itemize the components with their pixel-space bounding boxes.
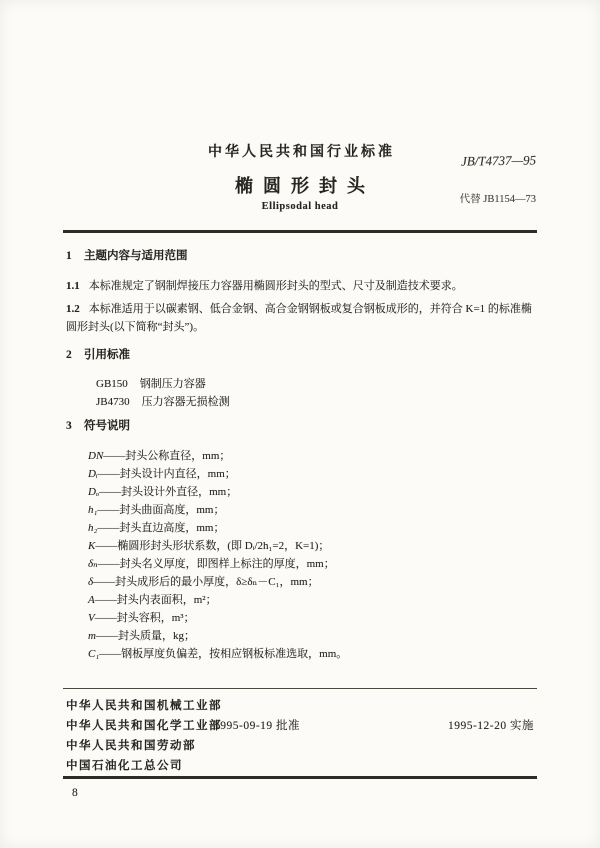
section-2-number: 2 (66, 349, 72, 361)
symbol-list (66, 447, 538, 663)
symbol-definition (66, 519, 538, 537)
symbol-definition (66, 645, 538, 663)
symbol-description: ——封头设计外直径，mm； (99, 486, 238, 498)
clause-1-2-text: 本标准适用于以碳素钢、低合金钢、高合金钢钢板或复合钢板成形的，并符合 K=1 的标准椭圆形封头(以下简称“封头”)。 (66, 303, 532, 333)
symbol-term: A (88, 594, 95, 606)
approval-date: 1995-09-19 批准 (214, 720, 301, 732)
reference-item (66, 375, 538, 393)
symbol-definition (66, 627, 538, 645)
symbol-description: ——封头名义厚度，即图样上标注的厚度，mm； (97, 558, 335, 570)
symbol-definition (66, 465, 538, 483)
symbol-term: C₁ (88, 648, 100, 660)
clause-1-1-text: 本标准规定了钢制焊接压力容器用椭圆形封头的型式、尺寸及制造技术要求。 (88, 280, 463, 292)
reference-list (66, 375, 538, 411)
page-number: 8 (72, 787, 78, 799)
symbol-term: K (88, 540, 96, 552)
symbol-description: ——封头设计内直径，mm； (97, 468, 236, 480)
implementation-date: 1995-12-20 实施 (447, 720, 534, 732)
clause-1-1-label: 1.1 (66, 280, 80, 292)
symbol-term: h₂ (88, 522, 98, 534)
symbol-definition (66, 555, 538, 573)
symbol-description: ——封头直边高度，mm； (97, 522, 225, 534)
symbol-definition (66, 483, 538, 501)
symbol-description: ——封头内表面积，m²； (94, 594, 217, 606)
reference-code: JB4730 (96, 396, 130, 408)
reference-name: 压力容器无损检测 (141, 396, 230, 408)
reference-name: 钢制压力容器 (139, 378, 206, 390)
standard-class-title: 中华人民共和国行业标准 (208, 145, 395, 160)
symbol-term: Dₒ (88, 486, 100, 498)
header-rule (63, 230, 537, 233)
section-1-heading (66, 248, 538, 265)
issuing-body: 中华人民共和国劳动部 (66, 740, 196, 752)
symbol-description: ——钢板厚度负偏差，按相应钢板标准选取，mm。 (99, 648, 348, 660)
symbol-term: h₁ (88, 504, 98, 516)
clause-1-1 (66, 278, 538, 295)
issuing-body: 中华人民共和国机械工业部 (66, 700, 222, 712)
symbol-definition (66, 609, 538, 627)
symbol-term: δ (88, 576, 94, 588)
symbol-term: V (88, 612, 95, 624)
section-3-title: 符号说明 (84, 420, 130, 432)
symbol-definition (66, 573, 538, 591)
symbol-definition (66, 501, 538, 519)
clause-1-2 (66, 300, 538, 336)
doc-title-chinese: 椭圆形封头 (235, 176, 375, 196)
section-3-number: 3 (66, 420, 72, 432)
section-2-title: 引用标准 (84, 349, 130, 361)
clause-1-2-label: 1.2 (66, 303, 80, 315)
document-body (66, 242, 538, 663)
section-2-heading (66, 347, 538, 364)
issuing-body: 中国石油化工总公司 (66, 760, 183, 772)
symbol-description: ——封头公称直径，mm； (103, 450, 231, 462)
symbol-definition (66, 447, 538, 465)
symbol-description: ——封头成形后的最小厚度，δ≥δₙ－C₁，mm； (93, 576, 319, 588)
symbol-term: DN (88, 450, 104, 462)
issuing-bodies (66, 696, 536, 776)
symbol-description: ——椭圆形封头形状系数，(即 Dᵢ/2h₁=2，K=1)； (95, 540, 330, 552)
symbol-definition (66, 591, 538, 609)
issuing-body: 中华人民共和国化学工业部 (66, 720, 222, 732)
symbol-description: ——封头容积，m³； (94, 612, 195, 624)
symbol-term: δₙ (88, 558, 98, 570)
document-footer (66, 696, 536, 776)
supersedes-note: 代替 JB1154—73 (459, 194, 536, 205)
symbol-term: Dᵢ (88, 468, 98, 480)
section-3-heading (66, 418, 538, 435)
section-1-title: 主题内容与适用范围 (84, 250, 188, 262)
symbol-description: ——封头质量，kg； (95, 630, 195, 642)
doc-title-english: Ellipsodal head (261, 201, 339, 212)
footer-rule-thin (63, 688, 537, 689)
standard-number: JB/T4737—95 (460, 152, 537, 169)
section-1-number: 1 (66, 250, 72, 262)
symbol-description: ——封头曲面高度，mm； (97, 504, 225, 516)
reference-code: GB150 (96, 378, 128, 390)
symbol-term: m (88, 630, 96, 642)
reference-item (66, 393, 538, 411)
footer-rule-thick (63, 776, 537, 779)
symbol-definition (66, 537, 538, 555)
